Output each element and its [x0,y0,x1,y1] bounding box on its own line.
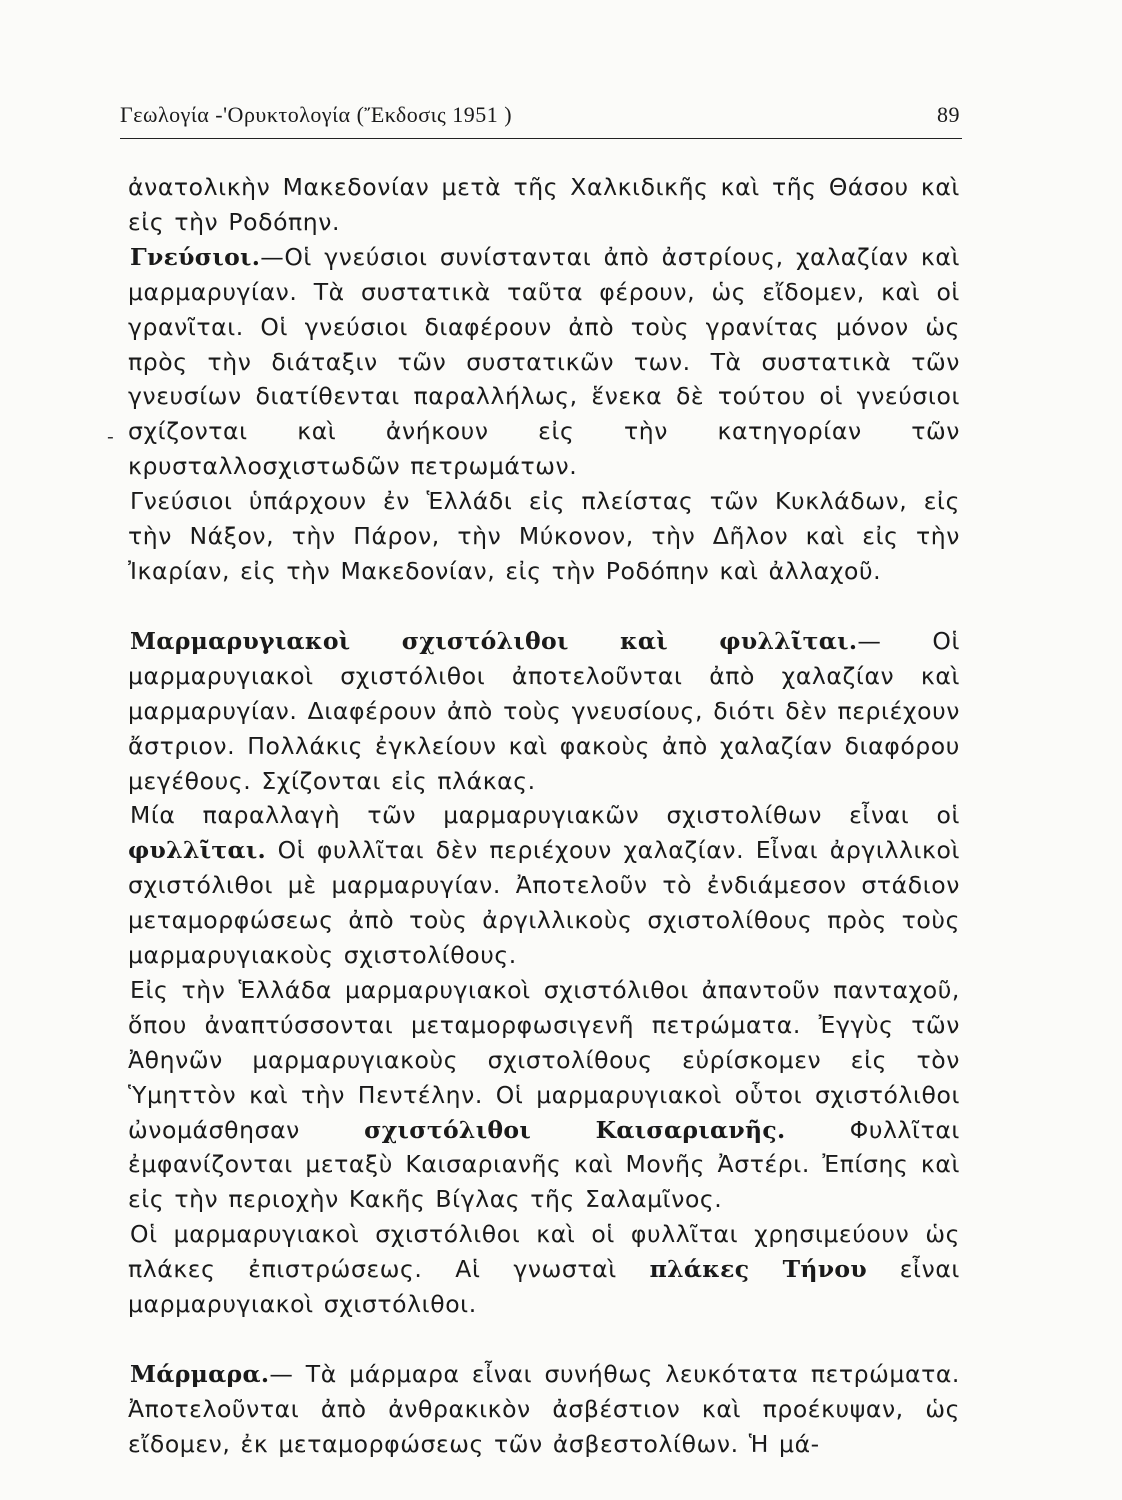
inline-heading-tinos-slabs: πλάκες Τήνου [649,1255,867,1284]
section-gap [128,1322,960,1357]
paragraph-continuation [128,170,960,240]
running-header [120,102,962,139]
paragraph-gneiss-locations [128,484,960,589]
body-text [128,170,960,1462]
section-gap [128,589,960,624]
header-title: Γεωλογία -'Ορυκτολογία (Ἔκδοσις 1951 ) [120,102,513,127]
paragraph-text: Γνεύσιοι ὑπάρχουν ἐν Ἑλλάδι εἰς πλείστας τῶν Κυκλάδων, εἰς τὴν Νάξον, τὴν Πάρον, τὴν Μύκονον, τὴν Δῆλον καὶ εἰς τὴν Ἰκαρίαν, εἰς τὴν Μακεδονίαν, εἰς τὴν Ροδόπην καὶ ἀλλαχοῦ. [128,487,960,585]
section-heading-marbles: Μάρμαρα. [130,1360,270,1388]
section-heading-mica-schists: Μαρμαρυγιακοὶ σχιστόλιθοι καὶ φυλλῖται. [130,626,858,655]
section-heading-gneiss: Γνεύσιοι. [130,242,261,271]
paragraph-text: Οἱ φυλλῖται δὲν περιέχουν χαλαζίαν. Εἶναι ἀργιλλικοὶ σχιστόλιθοι μὲ μαρμαρυγίαν. Ἀποτελοῦν τὸ ἐνδιάμεσον στάδιον μεταμορφώσεως ἀπὸ τοὺς ἀργιλλικοὺς σχιστολίθους πρὸς τοὺς μαρμαρυγιακοὺς σχιστολίθους. [128,836,960,970]
paragraph-text: ἀνατολικὴν Μακεδονίαν μετὰ τῆς Χαλκιδικῆς καὶ τῆς Θάσου καὶ εἰς τὴν Ροδόπην. [128,173,960,236]
paragraph-text: Οἱ μαρμαρυγιακοὶ σχιστόλιθοι καὶ οἱ φυλλῖται χρησιμεύουν ὡς πλάκες ἐπιστρώσεως. Αἱ γνωσταὶ [128,1220,960,1284]
paragraph-greece-mica-schists [128,973,960,1217]
paragraph-text: Μία παραλλαγὴ τῶν μαρμαρυγιακῶν σχιστολίθων εἶναι οἱ [130,801,960,830]
paragraph-paving-slabs [128,1217,960,1322]
paragraph-text: Φυλλῖται ἐμφανίζονται μεταξὺ Καισαριανῆς καὶ Μονῆς Ἀστέρι. Ἐπίσης καὶ εἰς τὴν περιοχὴν Κακῆς Βίγλας τῆς Σαλαμῖνος. [128,1115,960,1214]
paragraph-text: —Οἱ γνεύσιοι συνίστανται ἀπὸ ἀστρίους, χαλαζίαν καὶ μαρμαρυγίαν. Τὰ συστατικὰ ταῦτα φέρουν, ὡς εἴδομεν, καὶ οἱ γρανῖται. Οἱ γνεύσιοι διαφέρουν ἀπὸ τοὺς γρανίτας μόνον ὡς πρὸς τὴν διάταξιν τῶν συστατικῶν των. Τὰ συστατικὰ τῶν γνευσίων διατίθενται παραλλήλως, ἕνεκα δὲ τούτου οἱ γνεύσιοι σχίζονται καὶ ἀνήκουν εἰς τὴν κατηγορίαν τῶν κρυσταλλοσχιστωδῶν πετρωμάτων. [128,242,960,481]
inline-heading-phyllites: φυλλῖται. [128,836,267,865]
inline-heading-kaisariani: σχιστόλιθοι Καισαριανῆς. [364,1115,786,1144]
paragraph-text: εἶναι μαρμαρυγιακοὶ σχιστόλιθοι. [128,1255,960,1319]
paragraph-phyllites [128,798,960,973]
paragraph-mica-schists [128,624,960,799]
paragraph-text: Εἰς τὴν Ἑλλάδα μαρμαρυγιακοὶ σχιστόλιθοι ἀπαντοῦν πανταχοῦ, ὅπου ἀναπτύσσονται μεταμορφωσιγενῆ πετρώματα. Ἐγγὺς τῶν Ἀθηνῶν μαρμαρυγιακοὺς σχιστολίθους εὑρίσκομεν εἰς τὸν Ὑμηττὸν καὶ τὴν Πεντέλην. Οἱ μαρμαρυγιακοὶ οὗτοι σχιστόλιθοι ὠνομάσθησαν [128,975,960,1144]
paragraph-text: — Τὰ μάρμαρα εἶναι συνήθως λευκότατα πετρώματα. Ἀποτελοῦνται ἀπὸ ἀνθρακικὸν ἀσβέστιον καὶ προέκυψαν, ὡς εἴδομεν, ἐκ μεταμορφώσεως τῶν ἀσβεστολίθων. Ἡ μά- [128,1360,960,1458]
margin-mark: - [107,424,114,448]
paragraph-text: — Οἱ μαρμαρυγιακοὶ σχιστόλιθοι ἀποτελοῦνται ἀπὸ χαλαζίαν καὶ μαρμαρυγίαν. Διαφέρουν ἀπὸ τοὺς γνευσίους, διότι δὲν περιέχουν ἄστριον. Πολλάκις ἐγκλείουν καὶ φακοὺς ἀπὸ χαλαζίαν διαφόρου μεγέθους. Σχίζονται εἰς πλάκας. [128,626,960,795]
paragraph-marbles [128,1357,960,1462]
page-number: 89 [937,102,960,127]
paragraph-gneiss [128,240,960,484]
